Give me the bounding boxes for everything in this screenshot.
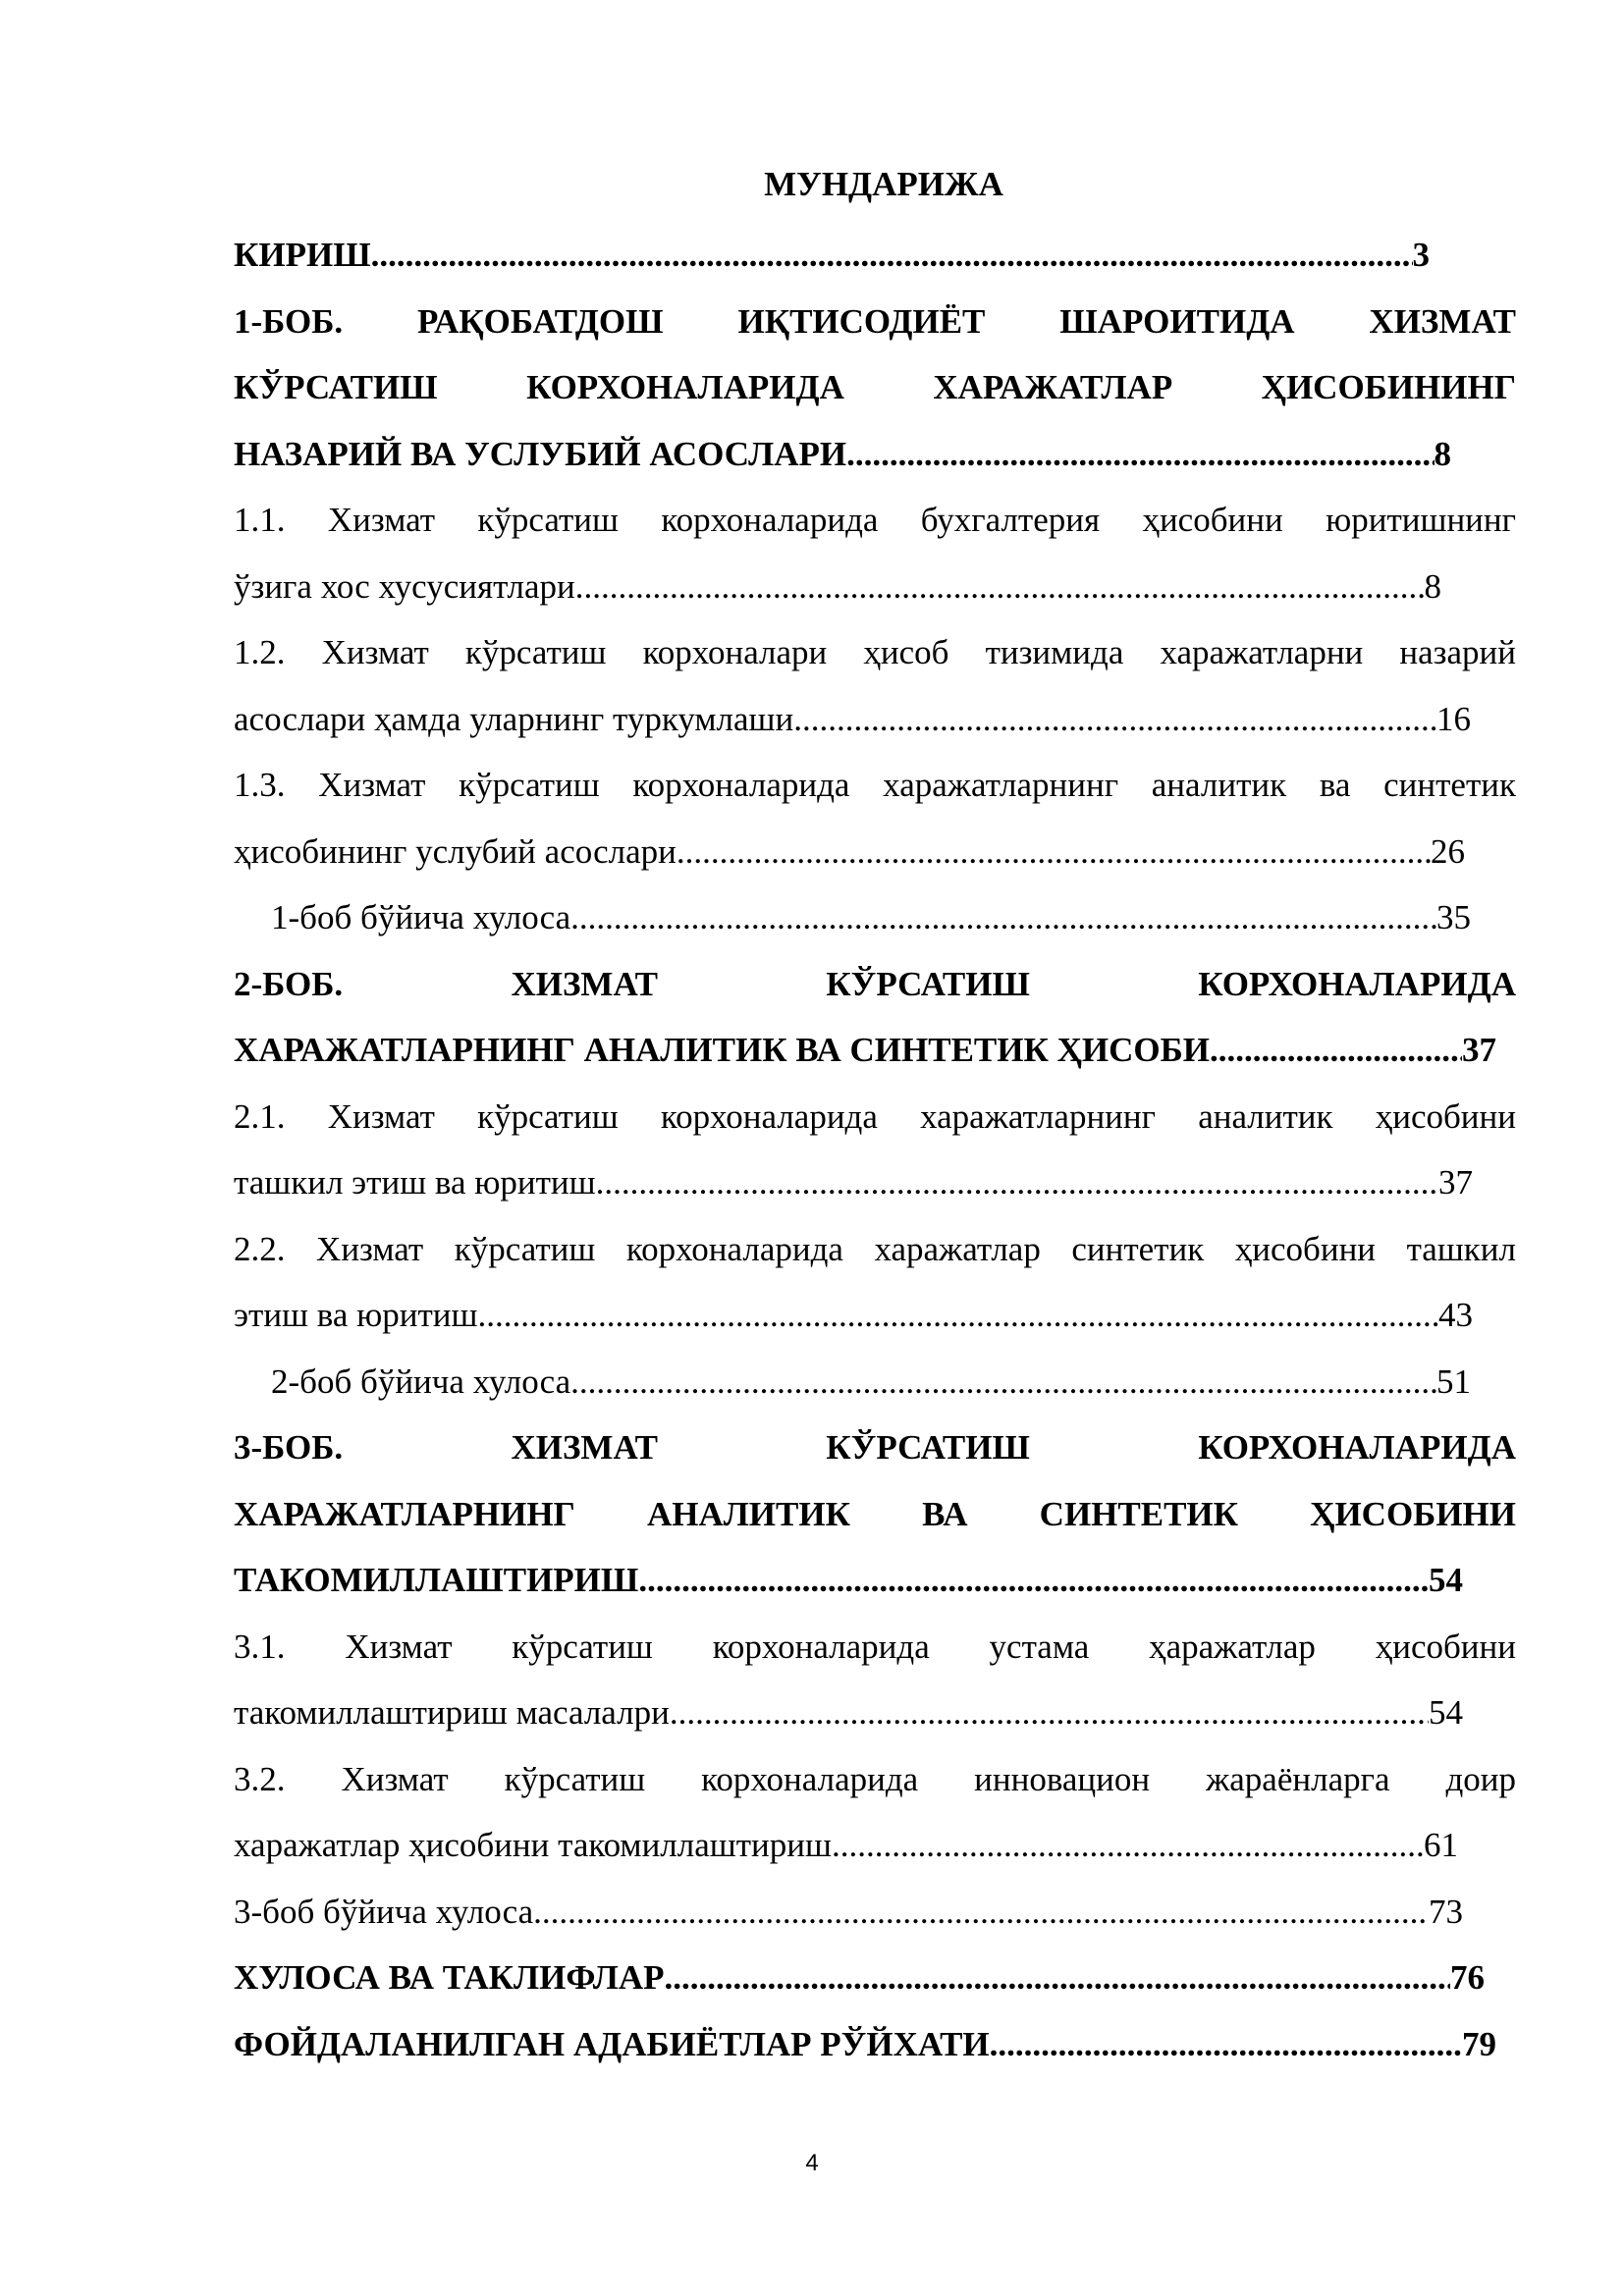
toc-entry-text: асослари ҳамда уларнинг туркумлаши xyxy=(234,699,794,738)
toc-section-1-3-line-1: 1.3. Хизмат кўрсатиш корхоналарида харажатларнинг аналитик ва синтетик xyxy=(234,766,1516,804)
toc-page-number: 73 xyxy=(1429,1892,1463,1931)
toc-page-number: 8 xyxy=(1434,434,1451,473)
page-number: 4 xyxy=(805,2150,819,2176)
toc-section-2-2-line-1: 2.2. Хизмат кўрсатиш корхоналарида харажатлар синтетик ҳисобини ташкил xyxy=(234,1229,1516,1268)
toc-entry-text: 3-боб бўйича хулоса xyxy=(234,1892,534,1931)
toc-chapter-3-line-1: 3-БОБ. ХИЗМАТ КЎРСАТИШ КОРХОНАЛАРИДА xyxy=(234,1428,1516,1467)
toc-title: МУНДАРИЖА xyxy=(764,165,1003,203)
toc-page-number: 61 xyxy=(1424,1826,1458,1864)
toc-entry-section-3-1[interactable] xyxy=(234,1680,1463,1746)
toc-page-number: 35 xyxy=(1436,898,1471,936)
toc-page-number: 16 xyxy=(1436,699,1471,738)
toc-entry-text: ТАКОМИЛЛАШТИРИШ xyxy=(234,1561,639,1599)
toc-entry-text: 1-боб бўйича хулоса xyxy=(271,898,571,936)
toc-page-number: 51 xyxy=(1436,1362,1471,1401)
toc-section-2-1-line-1: 2.1. Хизмат кўрсатиш корхоналарида харажатларнинг аналитик ҳисобини xyxy=(234,1096,1516,1136)
toc-entry-references[interactable] xyxy=(234,2011,1496,2078)
leader-dots xyxy=(832,1812,1424,1879)
toc-page-number: 8 xyxy=(1424,566,1441,606)
toc-page-number: 54 xyxy=(1429,1561,1463,1599)
toc-entry-text: КИРИШ xyxy=(234,236,371,274)
toc-entry-text: ташкил этиш ва юритиш xyxy=(234,1163,596,1201)
leader-dots xyxy=(570,884,1436,951)
leader-dots xyxy=(638,1547,1429,1614)
toc-entry-chapter-1[interactable] xyxy=(234,421,1451,488)
toc-section-1-1-line-1: 1.1. Хизмат кўрсатиш корхоналарида бухгалтерия ҳисобини юритишнинг xyxy=(234,501,1516,539)
leader-dots xyxy=(677,819,1431,885)
toc-entry-text: 2-боб бўйича хулоса xyxy=(271,1362,571,1401)
toc-entry-text: ўзига хос хусусиятлари xyxy=(234,566,575,606)
toc-entry-chapter-2[interactable] xyxy=(234,1017,1496,1084)
toc-chapter-3-line-2: ХАРАЖАТЛАРНИНГ АНАЛИТИК ВА СИНТЕТИК ҲИСОБИНИ xyxy=(234,1494,1516,1533)
toc-page-number: 76 xyxy=(1450,1958,1485,1997)
toc-chapter-1-line-1: 1-БОБ. РАҚОБАТДОШ ИҚТИСОДИЁТ ШАРОИТИДА ХИЗМАТ xyxy=(234,301,1516,341)
table-of-contents xyxy=(234,155,1516,2077)
toc-entry-chapter-3-conclusion[interactable] xyxy=(234,1879,1463,1946)
toc-page-number: 37 xyxy=(1438,1163,1473,1201)
leader-dots xyxy=(846,421,1434,488)
toc-entry-text: ФОЙДАЛАНИЛГАН АДАБИЁТЛАР РЎЙХАТИ xyxy=(234,2024,990,2063)
toc-entry-text: ХУЛОСА ВА ТАКЛИФЛАР xyxy=(234,1958,665,1997)
leader-dots xyxy=(596,1149,1438,1216)
toc-entry-chapter-2-conclusion[interactable] xyxy=(234,1349,1471,1415)
toc-page-number: 3 xyxy=(1412,236,1430,274)
toc-entry-chapter-3[interactable] xyxy=(234,1547,1463,1614)
toc-entry-introduction[interactable] xyxy=(234,222,1430,289)
toc-entry-section-1-3[interactable] xyxy=(234,819,1465,885)
toc-chapter-2-line-1: 2-БОБ. ХИЗМАТ КЎРСАТИШ КОРХОНАЛАРИДА xyxy=(234,964,1516,1003)
toc-entry-conclusions[interactable] xyxy=(234,1945,1485,2011)
toc-entry-text: НАЗАРИЙ ВА УСЛУБИЙ АСОСЛАРИ xyxy=(234,434,847,473)
toc-entry-text: харажатлар ҳисобини такомиллаштириш xyxy=(234,1826,832,1864)
toc-entry-section-1-2[interactable] xyxy=(234,686,1471,753)
toc-entry-text: такомиллаштириш масалалри xyxy=(234,1693,670,1732)
leader-dots xyxy=(575,554,1425,620)
leader-dots xyxy=(533,1879,1429,1946)
toc-chapter-1-line-2: КЎРСАТИШ КОРХОНАЛАРИДА ХАРАЖАТЛАР ҲИСОБИНИНГ xyxy=(234,368,1516,406)
toc-entry-text: этиш ва юритиш xyxy=(234,1296,478,1334)
leader-dots xyxy=(371,222,1413,289)
toc-entry-section-3-2[interactable] xyxy=(234,1812,1458,1879)
toc-entry-chapter-1-conclusion[interactable] xyxy=(234,884,1471,951)
toc-section-1-2-line-1: 1.2. Хизмат кўрсатиш корхоналари ҳисоб тизимида харажатларни назарий xyxy=(234,633,1516,671)
toc-section-3-1-line-1: 3.1. Хизмат кўрсатиш корхоналарида устама ҳаражатлар ҳисобини xyxy=(234,1627,1516,1666)
leader-dots xyxy=(477,1282,1438,1349)
toc-entry-text: ҳисобининг услубий асослари xyxy=(234,831,677,871)
toc-page-number: 79 xyxy=(1462,2024,1496,2063)
toc-entry-section-2-1[interactable] xyxy=(234,1149,1473,1216)
toc-page-number: 37 xyxy=(1462,1031,1496,1069)
leader-dots xyxy=(793,686,1436,753)
leader-dots xyxy=(570,1349,1436,1415)
toc-section-3-2-line-1: 3.2. Хизмат кўрсатиш корхоналарида инновацион жараёнларга доир xyxy=(234,1759,1516,1798)
toc-page-number: 54 xyxy=(1429,1693,1463,1732)
leader-dots xyxy=(990,2011,1462,2078)
toc-entry-text: ХАРАЖАТЛАРНИНГ АНАЛИТИК ВА СИНТЕТИК ҲИСОБИ xyxy=(234,1031,1210,1069)
toc-page-number: 43 xyxy=(1438,1296,1473,1334)
toc-entry-section-1-1[interactable] xyxy=(234,554,1441,620)
toc-entry-section-2-2[interactable] xyxy=(234,1282,1473,1349)
leader-dots xyxy=(665,1945,1450,2011)
leader-dots xyxy=(1210,1017,1462,1084)
toc-page-number: 26 xyxy=(1431,831,1465,871)
leader-dots xyxy=(670,1680,1429,1746)
